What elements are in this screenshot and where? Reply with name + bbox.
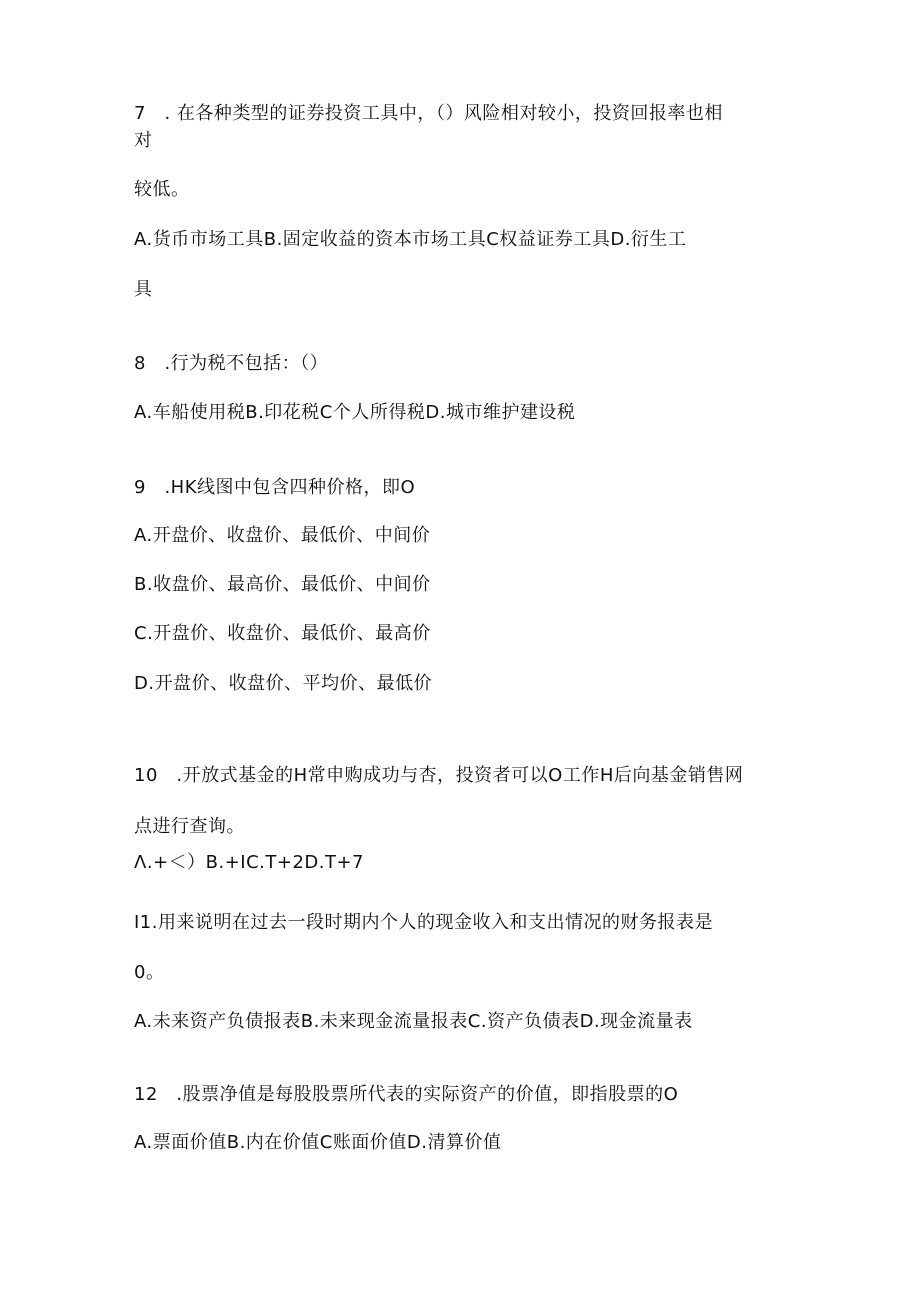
question-9-option-b: B.收盘价、最高价、最低价、中间价 — [134, 574, 431, 595]
question-11-stem-line-1: I1.用来说明在过去一段时期内个人的现金收入和支出情况的财务报表是 — [134, 912, 713, 933]
question-7-stem-line-1: 7 . 在各种类型的证券投资工具中，（）风险相对较小，投资回报率也相 — [134, 103, 723, 124]
question-7-stem-line-3: 较低。 — [134, 179, 190, 200]
question-10-stem-line-1: 10 .开放式基金的H常申购成功与杏，投资者可以O工作H后向基金销售网 — [134, 765, 744, 786]
question-7-stem-line-2: 对 — [134, 130, 153, 151]
question-9-option-d: D.开盘价、收盘价、平均价、最低价 — [134, 673, 433, 694]
question-12-options: A.票面价值B.内在价值C账面价值D.清算价值 — [134, 1132, 502, 1153]
question-12-stem: 12 .股票净值是每股股票所代表的实际资产的价值，即指股票的O — [134, 1084, 679, 1105]
question-8-options: A.车船使用税B.印花税C个人所得税D.城市维护建设税 — [134, 402, 576, 423]
question-11-options: A.未来资产负债报表B.未来现金流量报表C.资产负债表D.现金流量表 — [134, 1011, 693, 1032]
question-7-options-line-1: A.货币市场工具B.固定收益的资本市场工具C权益证券工具D.衍生工 — [134, 229, 687, 250]
question-10-stem-line-2: 点进行查询。 — [134, 816, 245, 837]
question-9-option-a: A.开盘价、收盘价、最低价、中间价 — [134, 525, 431, 546]
question-8-stem: 8 .行为税不包括：（） — [134, 353, 329, 374]
question-7-options-line-2: 具 — [134, 279, 153, 300]
question-9-stem: 9 .HK线图中包含四种价格，即O — [134, 477, 416, 498]
question-10-options: Λ.+＜）B.+IC.T+2D.T+7 — [134, 852, 365, 873]
question-9-option-c: C.开盘价、收盘价、最低价、最高价 — [134, 623, 431, 644]
question-11-stem-line-2: 0。 — [134, 962, 165, 983]
